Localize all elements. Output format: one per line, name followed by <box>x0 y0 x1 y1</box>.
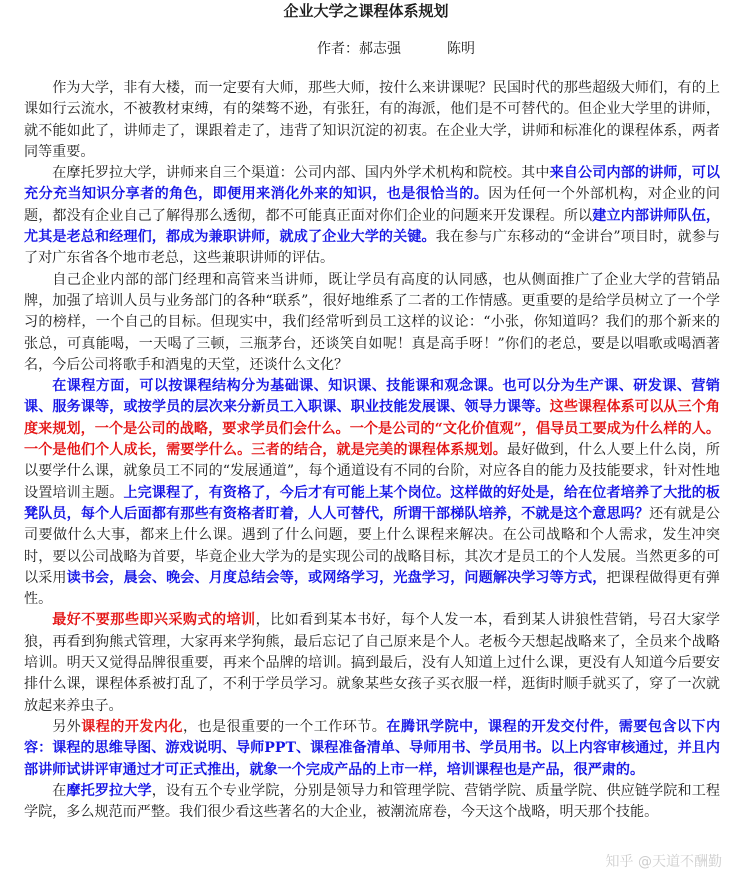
blue-highlight-text: 在课程方面，可以按课程结构分为基础课、知识课、技能课和观念课。也可以分为生产课、研发课、营销课、服务课等，或按学员的层次来分新员工入职课、职业技能发展课、领导力课等。 <box>24 378 720 416</box>
blue-highlight-text: 摩托罗拉大学 <box>66 782 152 799</box>
text-run: 在摩托罗拉大学，讲师来自三个渠道：公司内部、国内外学术机构和院校。其中 <box>52 165 550 182</box>
text-run: ，也是很重要的一个工作环节。 <box>182 718 387 735</box>
text-run: 作为大学，非有大楼，而一定要有大师，那些大师，按什么来讲课呢？民国时代的那些超级大师们，有的上课如行云流水，不被教材束缚，有的桀骜不逊，有张狂，有的海派，他们是不可替代的。但企业大学里的讲师，就不能如此了，讲师走了，课跟着走了，违背了知识沉淀的初衷。在企业大学，讲师和标准化的课程体系，两者同等重要。 <box>24 80 720 160</box>
text-run: 把课程做得更有弹性。 <box>24 569 721 608</box>
paragraph <box>24 270 720 376</box>
text-run: 另外 <box>52 718 82 735</box>
text-run: 我在参与广东移动的“金讲台”项目时，就参与了对广东省各个地市老总，这些兼职讲师的评估。 <box>24 229 720 267</box>
author-name-2: 陈明 <box>447 41 475 57</box>
red-highlight-text: 最好不要那些即兴采购式的培训 <box>52 612 256 629</box>
paragraph <box>24 78 720 163</box>
paragraph <box>24 163 720 269</box>
text-run: ，设有五个专业学院，分别是领导力和管理学院、营销学院、质量学院、供应链学院和工程学院，多么规范而严整。我们很少看这些著名的大企业，被潮流席卷，今天这个战略，明天那个技能。 <box>24 782 721 821</box>
text-run: 因为任何一个外部机构，对企业的问题，都没有企业自己了解得那么透彻，都不可能真正面对你们企业的问题来开发课程。所以 <box>24 186 721 224</box>
author-line <box>0 40 732 58</box>
paragraph <box>24 610 720 716</box>
article-body <box>24 78 720 823</box>
watermark: 知乎 @天道不酬勤 <box>605 854 722 870</box>
red-highlight-text: 这些课程体系可以从三个角度来规划，一个是公司的战略，要求学员们会什么。一个是公司的“文化价值观”，倡导员工要成为什么样的人。一个是他们个人成长，需要学什么。三者的结合，就是完美的课程体系规划。 <box>24 399 721 459</box>
text-run: 在 <box>52 782 67 799</box>
document-title: 企业大学之课程体系规划 <box>283 2 449 20</box>
authors-label: 作者： <box>317 41 359 57</box>
text-run: 还有就是公司要做什么大事，都来上什么课。遇到了什么问题，要上什么课程来解决。在公司战略和个人需求，发生冲突时，要以公司战略为首要，毕竟企业大学为的是实现公司的战略目标，其次才是员工的个人发展。当然更多的可以采用 <box>24 505 720 586</box>
blue-highlight-text: 上完课程了，有资格了，今后才有可能上某个岗位。这样做的好处是，给在位者培养了大批的板凳队员，每个人后面都有那些有资格者盯着，人人可替代，所谓干部梯队培养，不就是这个意思吗？ <box>24 484 721 522</box>
blue-highlight-text: 读书会，晨会、晚会、月度总结会等，或网络学习，光盘学习，问题解决学习等方式， <box>66 569 607 586</box>
paragraph <box>24 376 720 610</box>
paragraph <box>24 781 720 824</box>
blue-highlight-text: 在腾讯学院中，课程的开发交付件，需要包含以下内容：课程的思维导图、游戏说明、导师PPT、课程准备清单、导师用书、学员用书。以上内容审核通过，并且内部讲师试讲评审通过才可正式推出，就象一个完成产品的上市一样，培训课程也是产品，很严肃的。 <box>24 718 721 778</box>
blue-highlight-text: 来自公司内部的讲师，可以充分充当知识分享者的角色，即便用来消化外来的知识，也是很恰当的。 <box>24 165 721 203</box>
text-run: 自己企业内部的部门经理和高管来当讲师，既让学员有高度的认同感，也从侧面推广了企业大学的营销品牌，加强了培训人员与业务部门的各种“联系”，很好地维系了二者的工作情感。更重要的是给学员树立了一个学习的榜样，一个自己的目标。但现实中，我们经常听到员工这样的议论：“小张，你知道吗？我们的那个新来的张总，可真能喝，一天喝了三顿，三瓶茅台，还谈笑自如呢！真是高手呀！”你们的老总，要是以唱歌或喝酒著名，今后公司将歌手和酒鬼的天堂，还谈什么文化？ <box>24 271 720 373</box>
author-name-1: 郝志强 <box>359 41 401 57</box>
paragraph <box>24 717 720 781</box>
red-highlight-text: 课程的开发内化 <box>81 718 183 735</box>
blue-highlight-text: 建立内部讲师队伍，尤其是老总和经理们，都成为兼职讲师，就成了企业大学的关键。 <box>24 207 721 246</box>
text-run: 最好做到，什么人要上什么岗，所以要学什么课，就象员工不同的“发展通道”，每个通道设有不同的台阶，对应各自的能力及技能要求，针对性地设置培训主题。 <box>24 442 720 501</box>
text-run: ，比如看到某本书好，每个人发一本，看到某人讲狼性营销，号召大家学狼，再看到狗熊式管理，大家再来学狗熊，最后忘记了自己原来是个人。老板今天想起战略来了，全员来个战略培训。明天又觉得品牌很重要，再来个品牌的培训。搞到最后，没有人知道上过什么课，更没有人知道今后要安排什么课，课程体系被打乱了，不利于学员学习。就象某些女孩子买衣服一样，逛街时顺手就买了，穿了一次就放起来养虫子。 <box>24 612 721 714</box>
